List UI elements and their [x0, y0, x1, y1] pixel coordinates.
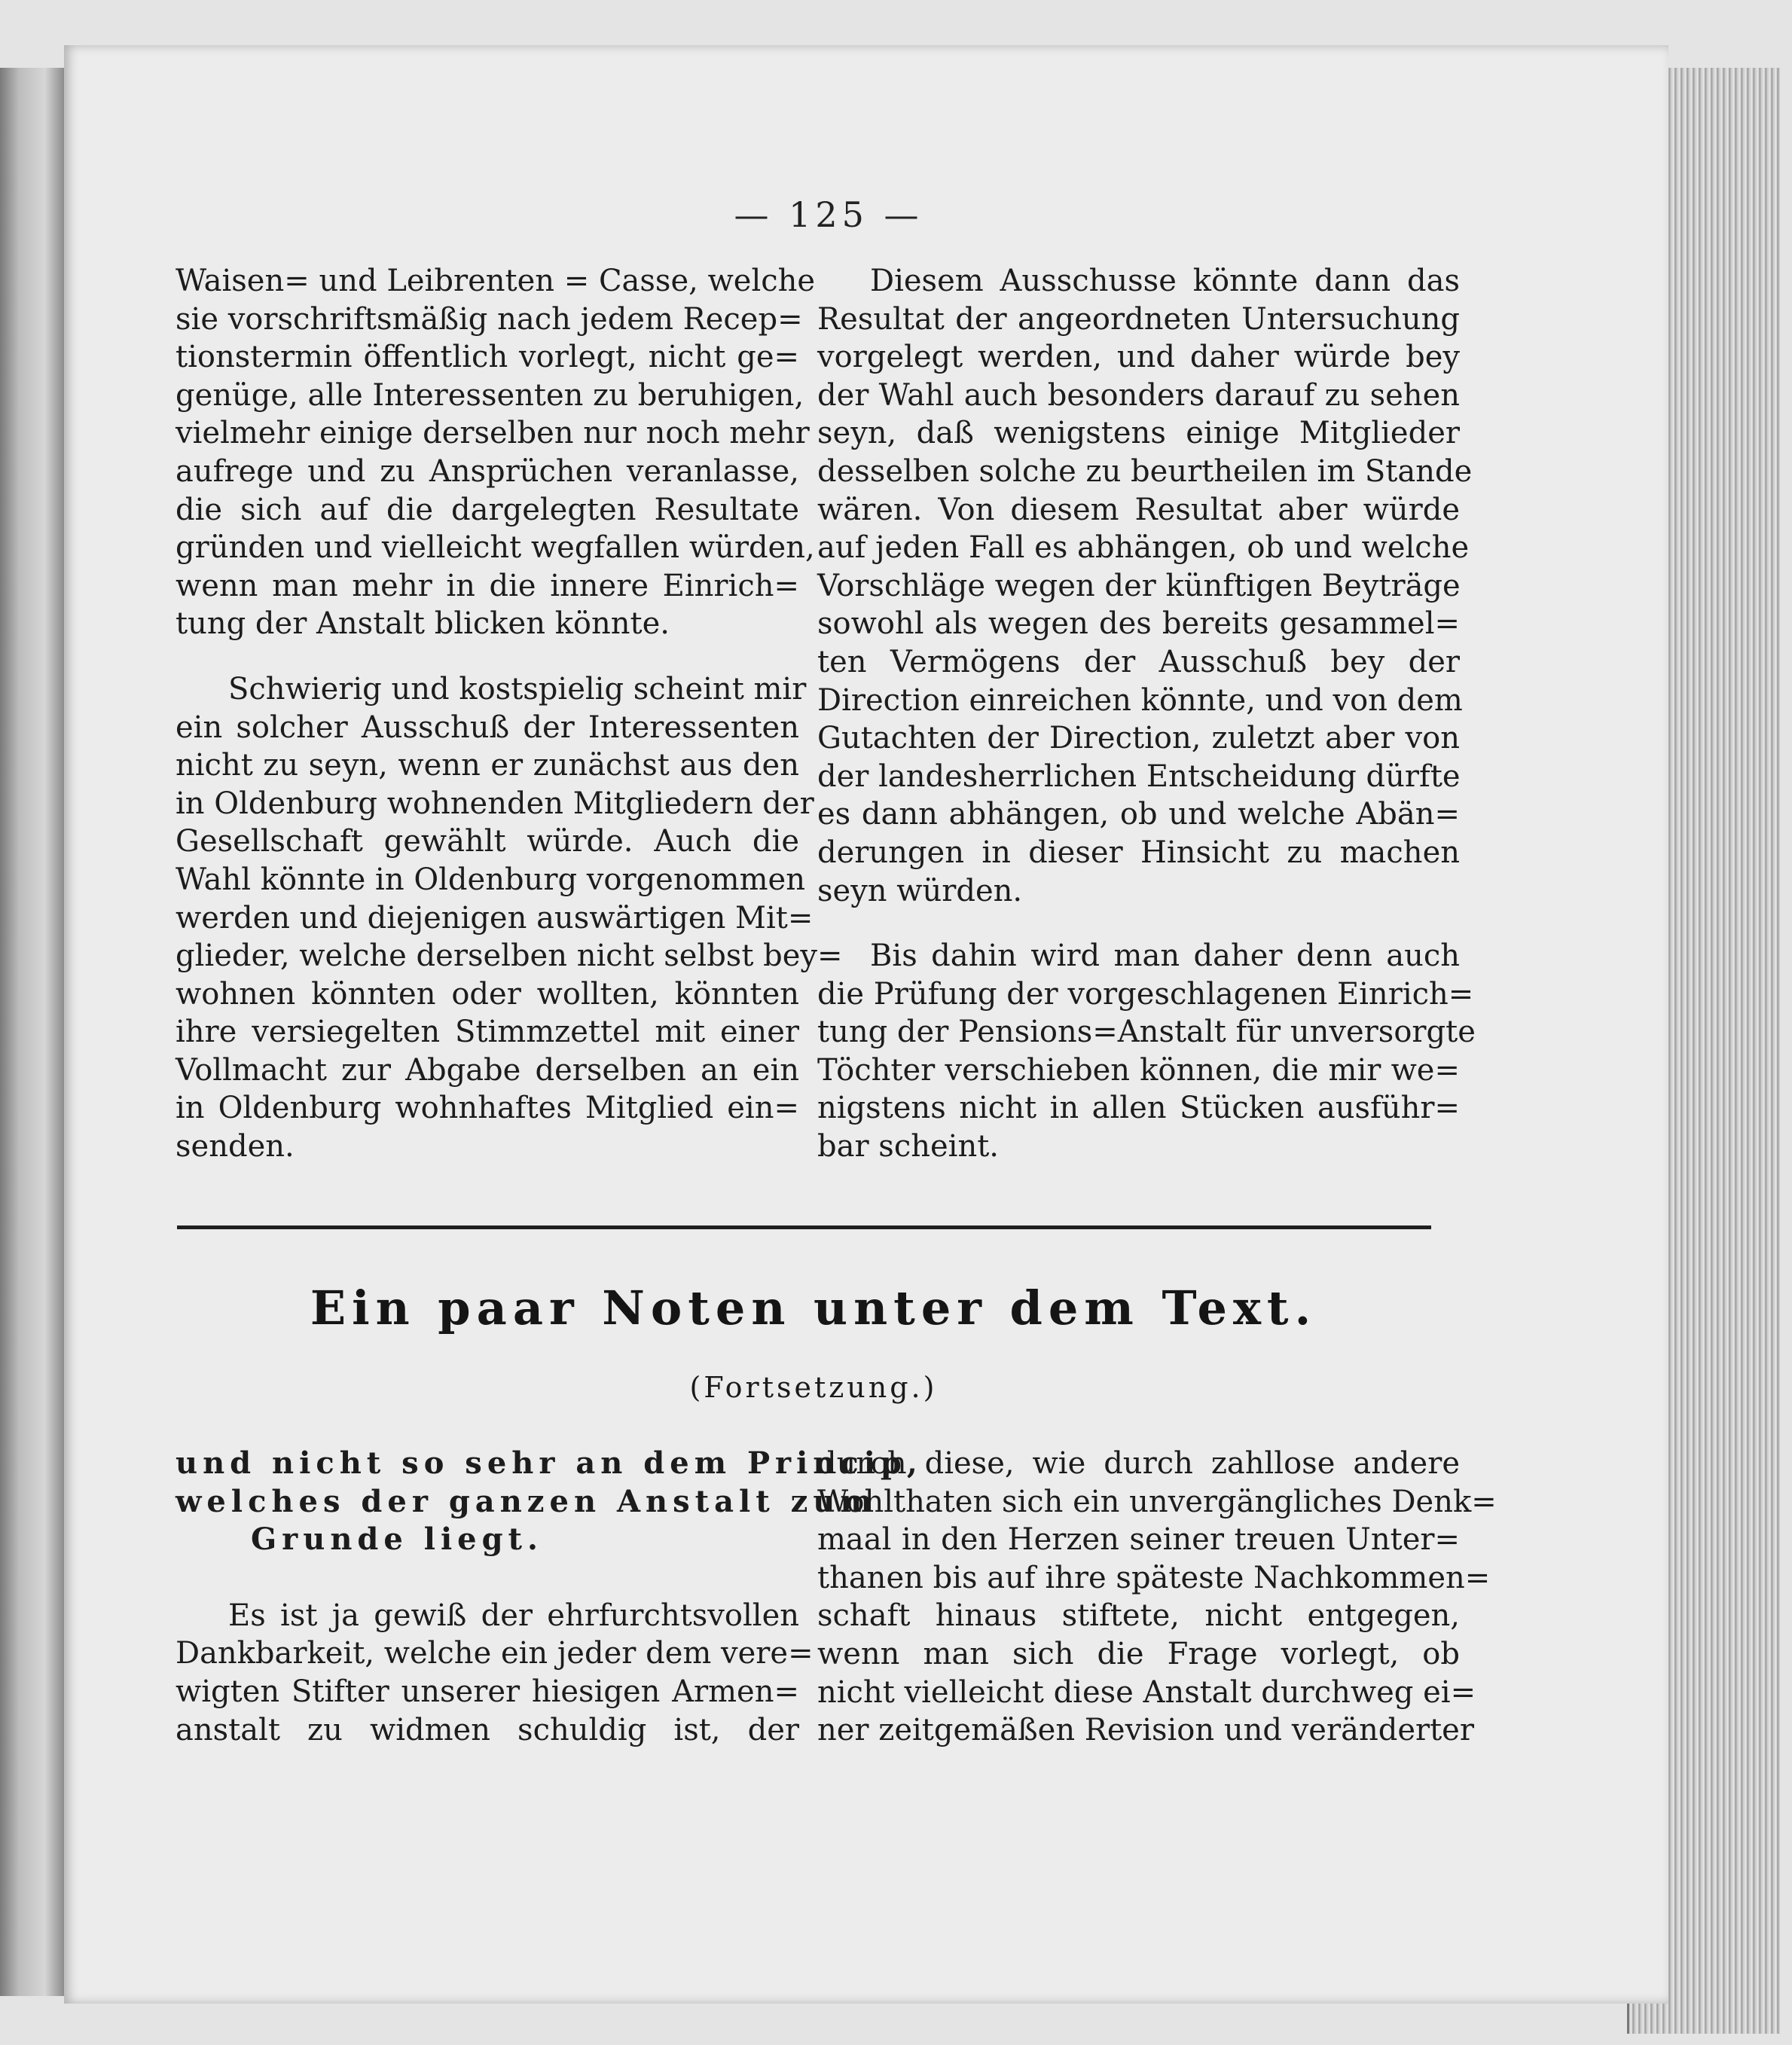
text-line: werden und diejenigen auswärtigen Mit=: [176, 900, 814, 936]
text-line: glieder, welche derselben nicht selbst bey=: [176, 939, 843, 974]
text-line: wenn man sich die Frage vorlegt, ob: [817, 1636, 1460, 1671]
text-line: thanen bis auf ihre späteste Nachkommen=: [817, 1560, 1491, 1595]
spaced-text-line: welches der ganzen Anstalt zum: [176, 1483, 878, 1519]
text-line: ihre versiegelten Stimmzettel mit einer: [176, 1015, 799, 1050]
text-line: auf jeden Fall es abhängen, ob und welche: [817, 530, 1470, 566]
text-line: durch diese, wie durch zahllose andere: [817, 1446, 1460, 1481]
text-line: die Prüfung der vorgeschlagenen Einrich=: [817, 976, 1474, 1012]
text-line: tionstermin öffentlich vorlegt, nicht ge=: [176, 340, 799, 375]
text-line: Gutachten der Direction, zuletzt aber von: [817, 721, 1460, 756]
text-line: desselben solche zu beurtheilen im Stande: [817, 453, 1473, 489]
left-column-lower: [176, 1445, 923, 1749]
text-line: der Wahl auch besonders darauf zu sehen: [817, 377, 1460, 413]
text-line: ner zeitgemäßen Revision und veränderter: [817, 1713, 1474, 1748]
text-line: tung der Anstalt blicken könnte.: [176, 606, 670, 642]
text-line: wären. Von diesem Resultat aber würde: [817, 492, 1460, 527]
section-subtitle: (Fortsetzung.): [689, 1371, 938, 1404]
text-line: vielmehr einige derselben nur noch mehr: [176, 416, 810, 451]
text-line: tung der Pensions=Anstalt für unversorgte: [817, 1015, 1476, 1050]
text-line: Resultat der angeordneten Untersuchung: [817, 301, 1460, 337]
text-line: Bis dahin wird man daher denn auch: [870, 939, 1460, 974]
right-column-upper: [817, 262, 1476, 1166]
text-line: wenn man mehr in die innere Einrich=: [176, 568, 799, 603]
page-number: — 125 —: [734, 194, 923, 235]
text-line: derungen in dieser Hinsicht zu machen: [817, 835, 1460, 870]
paragraph: [176, 262, 816, 643]
paragraph: [817, 262, 1473, 910]
text-line: nicht zu seyn, wenn er zunächst aus den: [176, 748, 799, 783]
text-line: Schwierig und kostspielig scheint mir: [228, 671, 807, 707]
section-title: Ein paar Noten unter dem Text.: [310, 1280, 1317, 1335]
paragraph: [817, 937, 1476, 1166]
text-line: sowohl als wegen des bereits gesammel=: [817, 606, 1460, 642]
text-line: Diesem Ausschusse könnte dann das: [870, 264, 1460, 298]
text-line: schaft hinaus stiftete, nicht entgegen,: [817, 1598, 1460, 1634]
text-line: Wahl könnte in Oldenburg vorgenommen: [176, 862, 805, 897]
text-line: ten Vermögens der Ausschuß bey der: [817, 644, 1460, 679]
text-line: wigten Stifter unserer hiesigen Armen=: [176, 1674, 799, 1709]
text-line: maal in den Herzen seiner treuen Unter=: [817, 1522, 1460, 1558]
paragraph: [817, 1445, 1497, 1750]
spaced-text-line: und nicht so sehr an dem Princip,: [176, 1445, 923, 1481]
text-line: bar scheint.: [817, 1129, 999, 1164]
text-line: seyn würden.: [817, 873, 1023, 908]
text-line: Vorschläge wegen der künftigen Beyträge: [817, 568, 1461, 603]
text-line: anstalt zu widmen schuldig ist, der: [176, 1712, 799, 1747]
text-line: in Oldenburg wohnenden Mitgliedern der: [176, 786, 814, 821]
text-line: nigstens nicht in allen Stücken ausführ=: [817, 1091, 1460, 1126]
paragraph: [176, 1445, 923, 1559]
text-line: es dann abhängen, ob und welche Abän=: [817, 797, 1460, 832]
text-line: genüge, alle Interessenten zu beruhigen,: [176, 377, 804, 413]
text-line: nicht vielleicht diese Anstalt durchweg ei=: [817, 1674, 1476, 1710]
text-line: Dankbarkeit, welche ein jeder dem vere=: [176, 1636, 814, 1671]
text-line: wohnen könnten oder wollten, könnten: [176, 976, 799, 1012]
paragraph: [176, 670, 843, 1166]
text-line: sie vorschriftsmäßig nach jedem Recep=: [176, 301, 803, 337]
left-column-upper: [176, 262, 843, 1166]
text-line: Es ist ja gewiß der ehrfurchtsvollen: [228, 1598, 799, 1633]
text-line: in Oldenburg wohnhaftes Mitglied ein=: [176, 1091, 799, 1126]
text-line: Vollmacht zur Abgabe derselben an ein: [176, 1052, 799, 1088]
section-divider: [177, 1225, 1431, 1229]
facing-page-edge: [0, 68, 64, 1996]
text-line: die sich auf die dargelegten Resultate: [176, 492, 799, 527]
text-line: Waisen= und Leibrenten = Casse, welche: [176, 264, 816, 298]
text-line: Töchter verschieben können, die mir we=: [817, 1052, 1460, 1088]
text-line: der landesherrlichen Entscheidung dürfte: [817, 758, 1461, 794]
text-line: gründen und vielleicht wegfallen würden,: [176, 530, 815, 566]
text-line: vorgelegt werden, und daher würde bey: [817, 340, 1460, 375]
text-line: Direction einreichen könnte, und von dem: [817, 682, 1463, 718]
spaced-text-line: Grunde liegt.: [251, 1522, 543, 1558]
paragraph: [176, 1597, 814, 1749]
text-line: aufrege und zu Ansprüchen veranlasse,: [176, 453, 799, 489]
text-line: seyn, daß wenigstens einige Mitglieder: [817, 416, 1460, 451]
text-line: Wohlthaten sich ein unvergängliches Denk=: [817, 1484, 1497, 1519]
text-line: Gesellschaft gewählt würde. Auch die: [176, 824, 799, 859]
right-column-lower: [817, 1445, 1497, 1750]
text-line: senden.: [176, 1129, 295, 1164]
text-line: ein solcher Ausschuß der Interessenten: [176, 710, 799, 745]
